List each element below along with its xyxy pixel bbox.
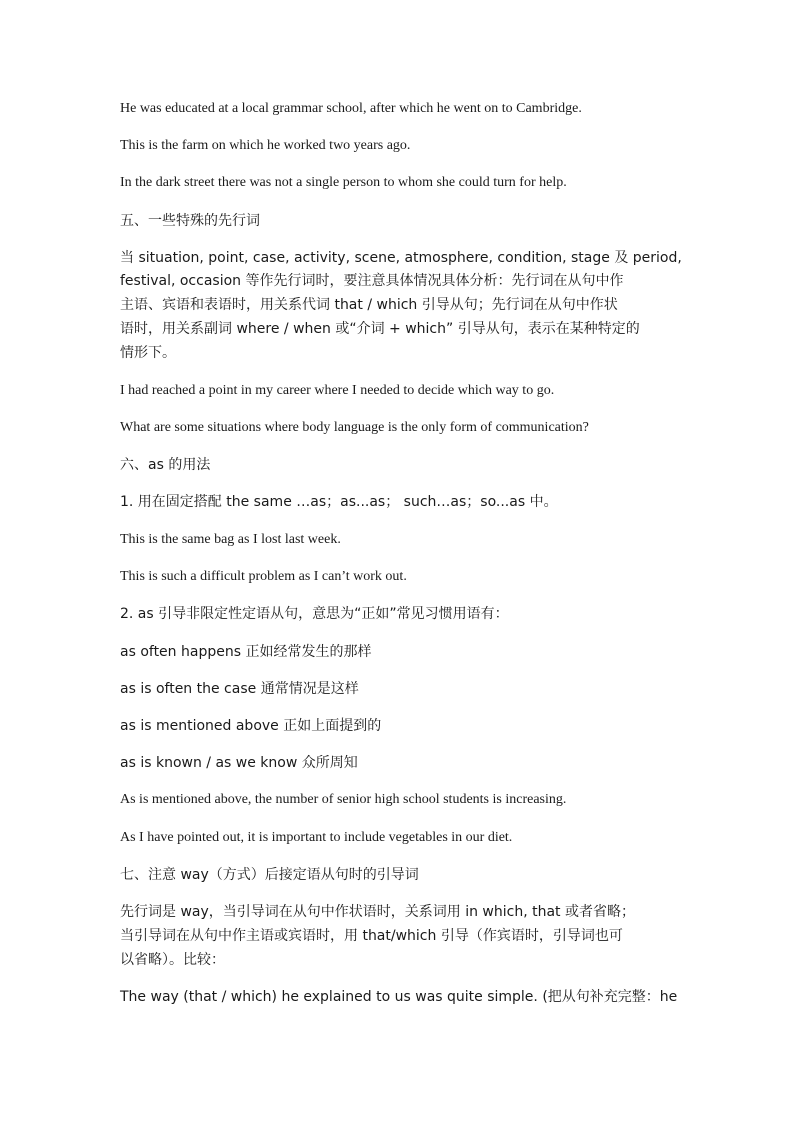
example-sentence: He was educated at a local grammar school, after which he went on to Cambridge. [120, 101, 582, 116]
example-sentence: What are some situations where body language is the only form of communication? [120, 420, 589, 435]
numbered-point: 1. 用在固定搭配 the same …as；as...as； such…as；so...as 中。 [120, 494, 558, 510]
example-sentence: The way (that / which) he explained to us was quite simple. (把从句补充完整：he [120, 989, 678, 1005]
example-sentence: This is the farm on which he worked two years ago. [120, 138, 411, 153]
section-heading: 七、注意 way（方式）后接定语从句时的引导词 [120, 867, 419, 883]
idiom-line: as is often the case 通常情况是这样 [120, 681, 359, 697]
example-sentence: As I have pointed out, it is important to include vegetables in our diet. [120, 830, 513, 845]
numbered-point: 2. as 引导非限定性定语从句，意思为“正如”常见习惯用语有： [120, 606, 509, 622]
paragraph-line: 以省略）。比较： [120, 952, 225, 968]
paragraph-line: 主语、宾语和表语时，用关系代词 that / which 引导从句；先行词在从句中作状 [120, 297, 618, 313]
idiom-line: as is known / as we know 众所周知 [120, 755, 358, 771]
section-heading: 六、as 的用法 [120, 457, 211, 473]
example-sentence: In the dark street there was not a single person to whom she could turn for help. [120, 175, 567, 190]
example-sentence: As is mentioned above, the number of senior high school students is increasing. [120, 792, 567, 807]
example-sentence: I had reached a point in my career where I needed to decide which way to go. [120, 383, 555, 398]
paragraph-line: 当引导词在从句中作主语或宾语时，用 that/which 引导（作宾语时，引导词也可 [120, 928, 623, 944]
paragraph-line: 情形下。 [120, 345, 176, 361]
paragraph-line: 先行词是 way，当引导词在从句中作状语时，关系词用 in which, that 或者省略； [120, 904, 635, 920]
idiom-line: as is mentioned above 正如上面提到的 [120, 718, 382, 734]
example-sentence: This is the same bag as I lost last week. [120, 532, 341, 547]
example-sentence: This is such a difficult problem as I can’t work out. [120, 569, 407, 584]
section-heading: 五、一些特殊的先行词 [120, 213, 260, 229]
idiom-line: as often happens 正如经常发生的那样 [120, 644, 372, 660]
paragraph-line: festival, occasion 等作先行词时，要注意具体情况具体分析：先行词在从句中作 [120, 273, 624, 289]
paragraph-line: 语时，用关系副词 where / when 或“介词 + which” 引导从句，表示在某种特定的 [120, 321, 640, 337]
paragraph-line: 当 situation, point, case, activity, scene, atmosphere, condition, stage 及 period, [120, 250, 682, 266]
